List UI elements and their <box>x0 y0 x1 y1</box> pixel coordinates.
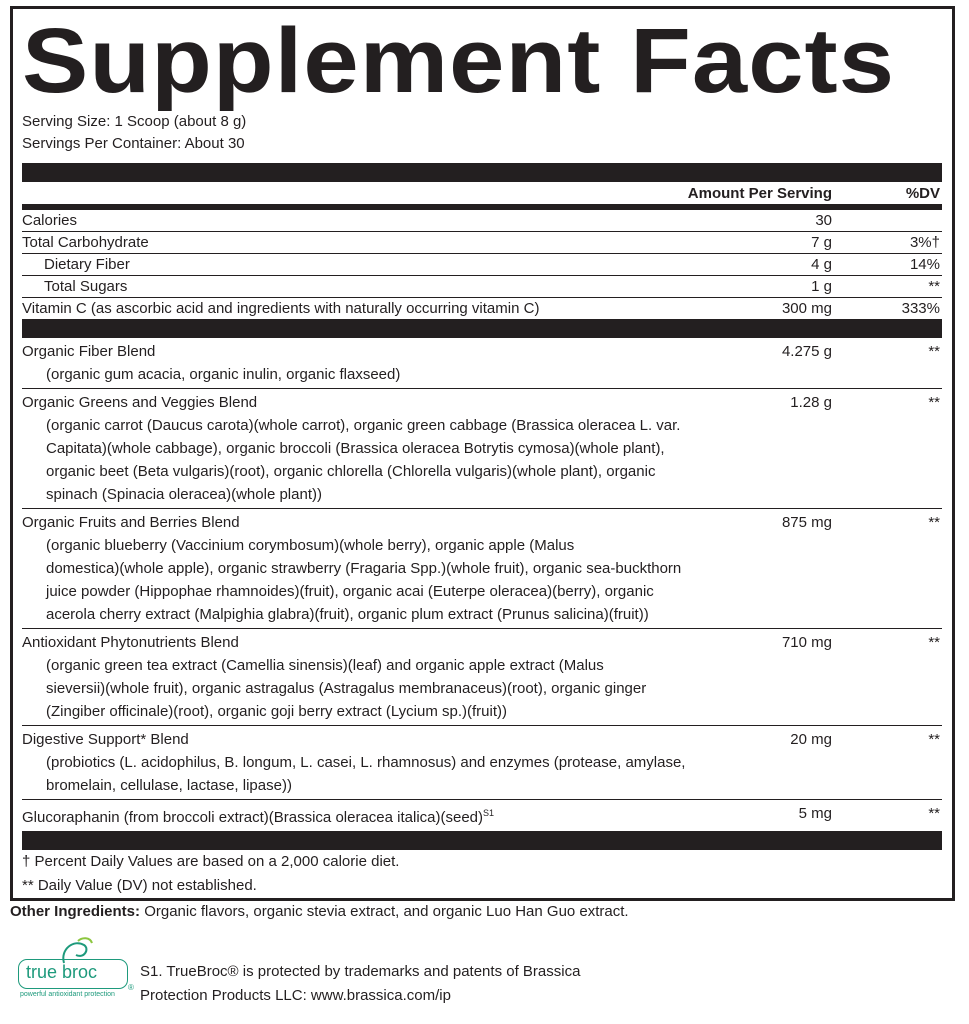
nutrient-row <box>22 253 942 275</box>
divider-thick <box>22 831 942 850</box>
blend-name: Organic Greens and Veggies Blend <box>22 394 258 411</box>
blend-ingredient-line: domestica)(whole apple), organic strawberry (Fragaria Spp.)(whole fruit), organic sea-buckthorn <box>46 560 682 577</box>
nutrient-dv <box>842 210 942 231</box>
dv-header: %DV <box>905 184 940 202</box>
blend-ingredient-line: spinach (Spinacia oleracea)(whole plant)) <box>46 486 322 503</box>
nutrient-dv: ** <box>928 278 940 295</box>
amount-header: Amount Per Serving <box>687 184 832 202</box>
blend-dv: ** <box>928 805 940 822</box>
blend-dv: ** <box>928 514 940 531</box>
logo-tagline: powerful antioxidant protection <box>20 991 115 998</box>
blend-name: Organic Fiber Blend <box>22 343 156 360</box>
other-ingredients-text: Organic flavors, organic stevia extract, and organic Luo Han Guo extract. <box>144 903 629 920</box>
nutrient-amount: 30 <box>815 212 832 229</box>
blend-ingredient-line: (organic gum acacia, organic inulin, organic flaxseed) <box>46 366 401 383</box>
blend-amount: 20 mg <box>790 731 832 748</box>
footnote-dv: † Percent Daily Values are based on a 2,000 calorie diet. <box>22 853 400 870</box>
serving-size: Serving Size: 1 Scoop (about 8 g) <box>22 113 247 130</box>
nutrient-row <box>22 275 942 297</box>
nutrient-amount: 7 g <box>811 234 832 251</box>
divider-thick <box>22 319 942 338</box>
nutrient-row <box>22 210 942 231</box>
s1-note <box>140 960 580 1008</box>
nutrient-dv: 333% <box>901 300 940 317</box>
other-ingredients-label: Other Ingredients: <box>10 903 141 920</box>
blend-ingredient-line: (organic green tea extract (Camellia sinensis)(leaf) and organic apple extract (Malus <box>46 657 604 674</box>
blend-row <box>22 338 942 388</box>
footnote-ref: S1 <box>483 808 495 818</box>
blend-dv: ** <box>928 634 940 651</box>
blend-row <box>22 388 942 508</box>
blend-ingredient-line: (organic blueberry (Vaccinium corymbosum)(whole berry), organic apple (Malus <box>46 537 575 554</box>
blend-amount: 5 mg <box>798 805 832 822</box>
column-header <box>22 182 942 204</box>
supplement-facts-panel <box>10 6 955 901</box>
blend-dv: ** <box>928 343 940 360</box>
blend-amount: 1.28 g <box>790 394 832 411</box>
footnote-not-established: ** Daily Value (DV) not established. <box>22 877 257 894</box>
blend-ingredient-line: (Zingiber officinale)(root), organic goji berry extract (Lycium sp.)(fruit)) <box>46 703 507 720</box>
blend-name: Antioxidant Phytonutrients Blend <box>22 634 239 651</box>
logo-registered-mark: ® <box>128 983 134 992</box>
blend-ingredient-line: sieversii)(whole fruit), organic astragalus (Astragalus membranaceus)(root), organic ginger <box>46 680 647 697</box>
blend-row <box>22 725 942 799</box>
nutrient-amount: 4 g <box>811 256 832 273</box>
blend-rows <box>22 338 942 831</box>
blend-dv: ** <box>928 731 940 748</box>
blend-row <box>22 799 942 831</box>
blend-ingredient-line: (organic carrot (Daucus carota)(whole carrot), organic green cabbage (Brassica oleracea L. var. <box>46 417 681 434</box>
truebroc-logo <box>18 935 136 1003</box>
nutrient-name: Calories <box>22 212 78 229</box>
blend-ingredient-line: juice powder (Hippophae rhamnoides)(fruit), organic acai (Euterpe oleracea)(berry), organic <box>46 583 654 600</box>
logo-wordmark: true broc <box>26 962 98 982</box>
other-ingredients <box>10 903 629 920</box>
blend-ingredient-line: acerola cherry extract (Malpighia glabra)(fruit), organic plum extract (Prunus salicina)(fruit)) <box>46 606 649 623</box>
s1-note-line: S1. TrueBroc® is protected by trademarks and patents of Brassica <box>140 963 581 980</box>
panel-title: Supplement Facts <box>22 10 896 112</box>
nutrient-name: Total Carbohydrate <box>22 234 149 251</box>
blend-row <box>22 628 942 725</box>
blend-name: Organic Fruits and Berries Blend <box>22 514 240 531</box>
blend-name: Glucoraphanin (from broccoli extract)(Brassica oleracea italica)(seed) <box>22 809 484 826</box>
blend-ingredient-line: organic beet (Beta vulgaris)(root), organic chlorella (Chlorella vulgaris)(whole plant), organic <box>46 463 656 480</box>
blend-row <box>22 508 942 628</box>
blend-name: Digestive Support* Blend <box>22 731 189 748</box>
nutrient-row <box>22 297 942 319</box>
servings-per-container: Servings Per Container: About 30 <box>22 135 245 152</box>
blend-ingredient-line: bromelain, cellulase, lactase, lipase)) <box>46 777 292 794</box>
blend-amount: 875 mg <box>781 514 832 531</box>
nutrient-row <box>22 231 942 253</box>
blend-amount: 4.275 g <box>781 343 832 360</box>
nutrient-name: Total Sugars <box>44 278 128 295</box>
blend-ingredient-line: (probiotics (L. acidophilus, B. longum, L. casei, L. rhamnosus) and enzymes (protease, amylase, <box>46 754 686 771</box>
s1-note-line: Protection Products LLC: www.brassica.com/ip <box>140 987 451 1004</box>
nutrient-dv: 3%† <box>909 234 940 251</box>
nutrient-amount: 1 g <box>811 278 832 295</box>
nutrient-name: Dietary Fiber <box>44 256 130 273</box>
blend-dv: ** <box>928 394 940 411</box>
blend-amount: 710 mg <box>781 634 832 651</box>
nutrient-dv: 14% <box>909 256 940 273</box>
nutrient-name: Vitamin C (as ascorbic acid and ingredients with naturally occurring vitamin C) <box>22 300 540 317</box>
blend-ingredient-line: Capitata)(whole cabbage), organic broccoli (Brassica oleracea Botrytis cymosa)(whole plant), <box>46 440 665 457</box>
divider-thick <box>22 163 942 182</box>
nutrient-amount: 300 mg <box>781 300 832 317</box>
nutrient-rows <box>22 210 942 319</box>
